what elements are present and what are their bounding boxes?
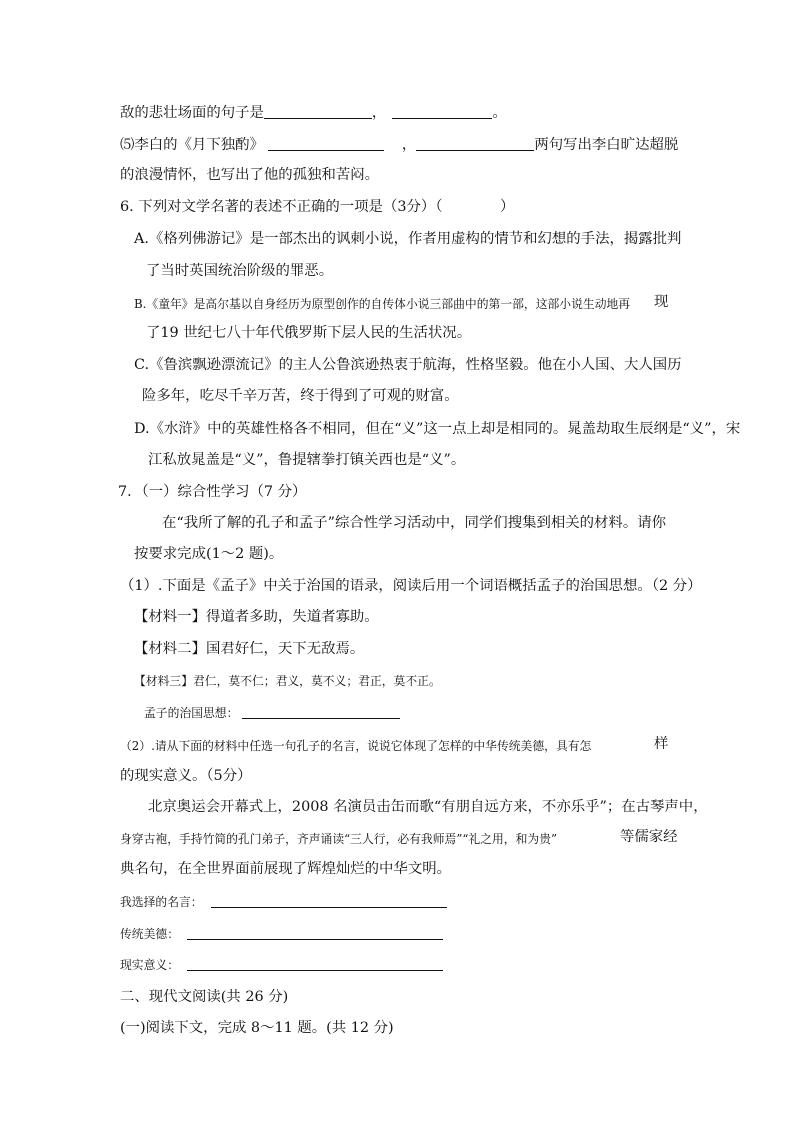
q7-passage-3: 典名句，在全世界面前展现了辉煌灿烂的中华文明。	[120, 861, 451, 877]
q7-answer-meaning-label: 现实意义：	[120, 958, 179, 972]
answer-blank[interactable]	[392, 105, 492, 119]
q6-option-d: D.《水浒》中的英雄性格各不相同，但在“义”这一点上却是相同的。晁盖劫取生辰纲是“义”，宋	[134, 421, 741, 437]
q5-item5	[120, 136, 678, 154]
q7-intro: 在“我所了解的孔子和孟子”综合性学习活动中，同学们搜集到相关的材料。请你	[162, 515, 666, 531]
q6-option-a: A.《格列佛游记》是一部杰出的讽刺小说，作者用虚构的情节和幻想的手法，揭露批判	[134, 231, 682, 247]
q5-item5-prefix: ⑸李白的《月下独酌》	[120, 137, 264, 153]
q7-answer1-label: 孟子的治国思想：	[144, 706, 239, 720]
q6-option-d-cont: 江私放晁盖是“义”，鲁提辖拳打镇关西也是“义”。	[148, 452, 466, 468]
q7-material-3: 【材料三】君仁，莫不仁；君义，莫不义；君正，莫不正。	[134, 674, 441, 688]
q6-option-c-cont: 险多年，吃尽千辛万苦，终于得到了可观的财富。	[142, 388, 459, 404]
q7-sub1: （1）.下面是《孟子》中关于治国的语录，阅读后用一个词语概括孟子的治国思想。（2 分）	[120, 578, 702, 594]
q6-option-c: C.《鲁滨飘逊漂流记》的主人公鲁滨逊热衷于航海，性格坚毅。他在小人国、大人国历	[134, 357, 682, 373]
q7-material-2: 【材料二】国君好仁，天下无敌焉。	[134, 641, 365, 657]
q7-passage-2-tail: 等儒家经	[620, 829, 678, 845]
q7-sub2-tail: 样	[654, 736, 669, 752]
q6-option-a-cont: 了当时英国统治阶级的罪恶。	[146, 263, 334, 279]
q5-line1-prefix: 敌的悲壮场面的句子是	[120, 105, 264, 121]
q7-answer-quote	[120, 893, 447, 911]
answer-blank[interactable]	[416, 137, 534, 151]
q7-sub2-cont: 的现实意义。（5分）	[120, 768, 252, 784]
q7-answer-virtue	[120, 925, 443, 943]
q6-option-b-text: B.《童年》是高尔基以自身经历为原型创作的自传体小说三部曲中的第一部，这部小说生动地再	[134, 297, 631, 311]
q7-material-1: 【材料一】得道者多助，失道者寡助。	[134, 609, 379, 625]
q7-answer-meaning	[120, 956, 443, 974]
q6-option-b	[134, 295, 630, 313]
q7-sub2: （2）.请从下面的材料中任选一句孔子的名言，说说它体现了怎样的中华传统美德，具有怎	[120, 739, 592, 753]
answer-blank[interactable]	[211, 894, 447, 908]
q6-option-b-tail: 现	[654, 294, 669, 310]
answer-blank[interactable]	[242, 705, 400, 719]
answer-blank[interactable]	[264, 105, 372, 119]
q5-period: 。	[492, 105, 507, 121]
q7-heading: 7．（一）综合性学习（7 分）	[118, 484, 307, 500]
q7-passage-1: 北京奥运会开幕式上，2008 名演员击缶而歌“有朋自远方来，不亦乐乎”；在古琴声中，	[148, 799, 708, 815]
q6-option-b-cont: 了19 世纪七八十年代俄罗斯下层人民的生活状况。	[146, 325, 472, 341]
q7-intro-cont: 按要求完成(1～2 题)。	[134, 546, 284, 562]
q5-item5-comma: ，	[401, 137, 417, 153]
answer-blank[interactable]	[268, 137, 384, 151]
q7-answer-virtue-label: 传统美德：	[120, 927, 179, 941]
q5-line1	[120, 104, 507, 122]
q6-stem: 6. 下列对文学名著的表述不正确的一项是（3分）（ ）	[120, 199, 515, 215]
q7-answer1	[144, 704, 400, 722]
answer-blank[interactable]	[187, 957, 443, 971]
answer-blank[interactable]	[187, 926, 443, 940]
q5-comma: ，	[371, 105, 387, 121]
q7-answer-quote-label: 我选择的名言：	[120, 895, 203, 909]
section2-sub: (一)阅读下文，完成 8～11 题。(共 12 分)	[120, 1020, 394, 1036]
section2-title: 二、现代文阅读(共 26 分)	[120, 989, 289, 1005]
q5-item5-suffix: 两句写出李白旷达超脱	[534, 137, 679, 153]
q5-item5-line2: 的浪漫情怀，也写出了他的孤独和苦闷。	[120, 167, 380, 183]
q7-passage-2: 身穿古袍，手持竹简的孔门弟子，齐声诵读“三人行，必有我师焉”“礼之用，和为贵”	[120, 832, 558, 846]
